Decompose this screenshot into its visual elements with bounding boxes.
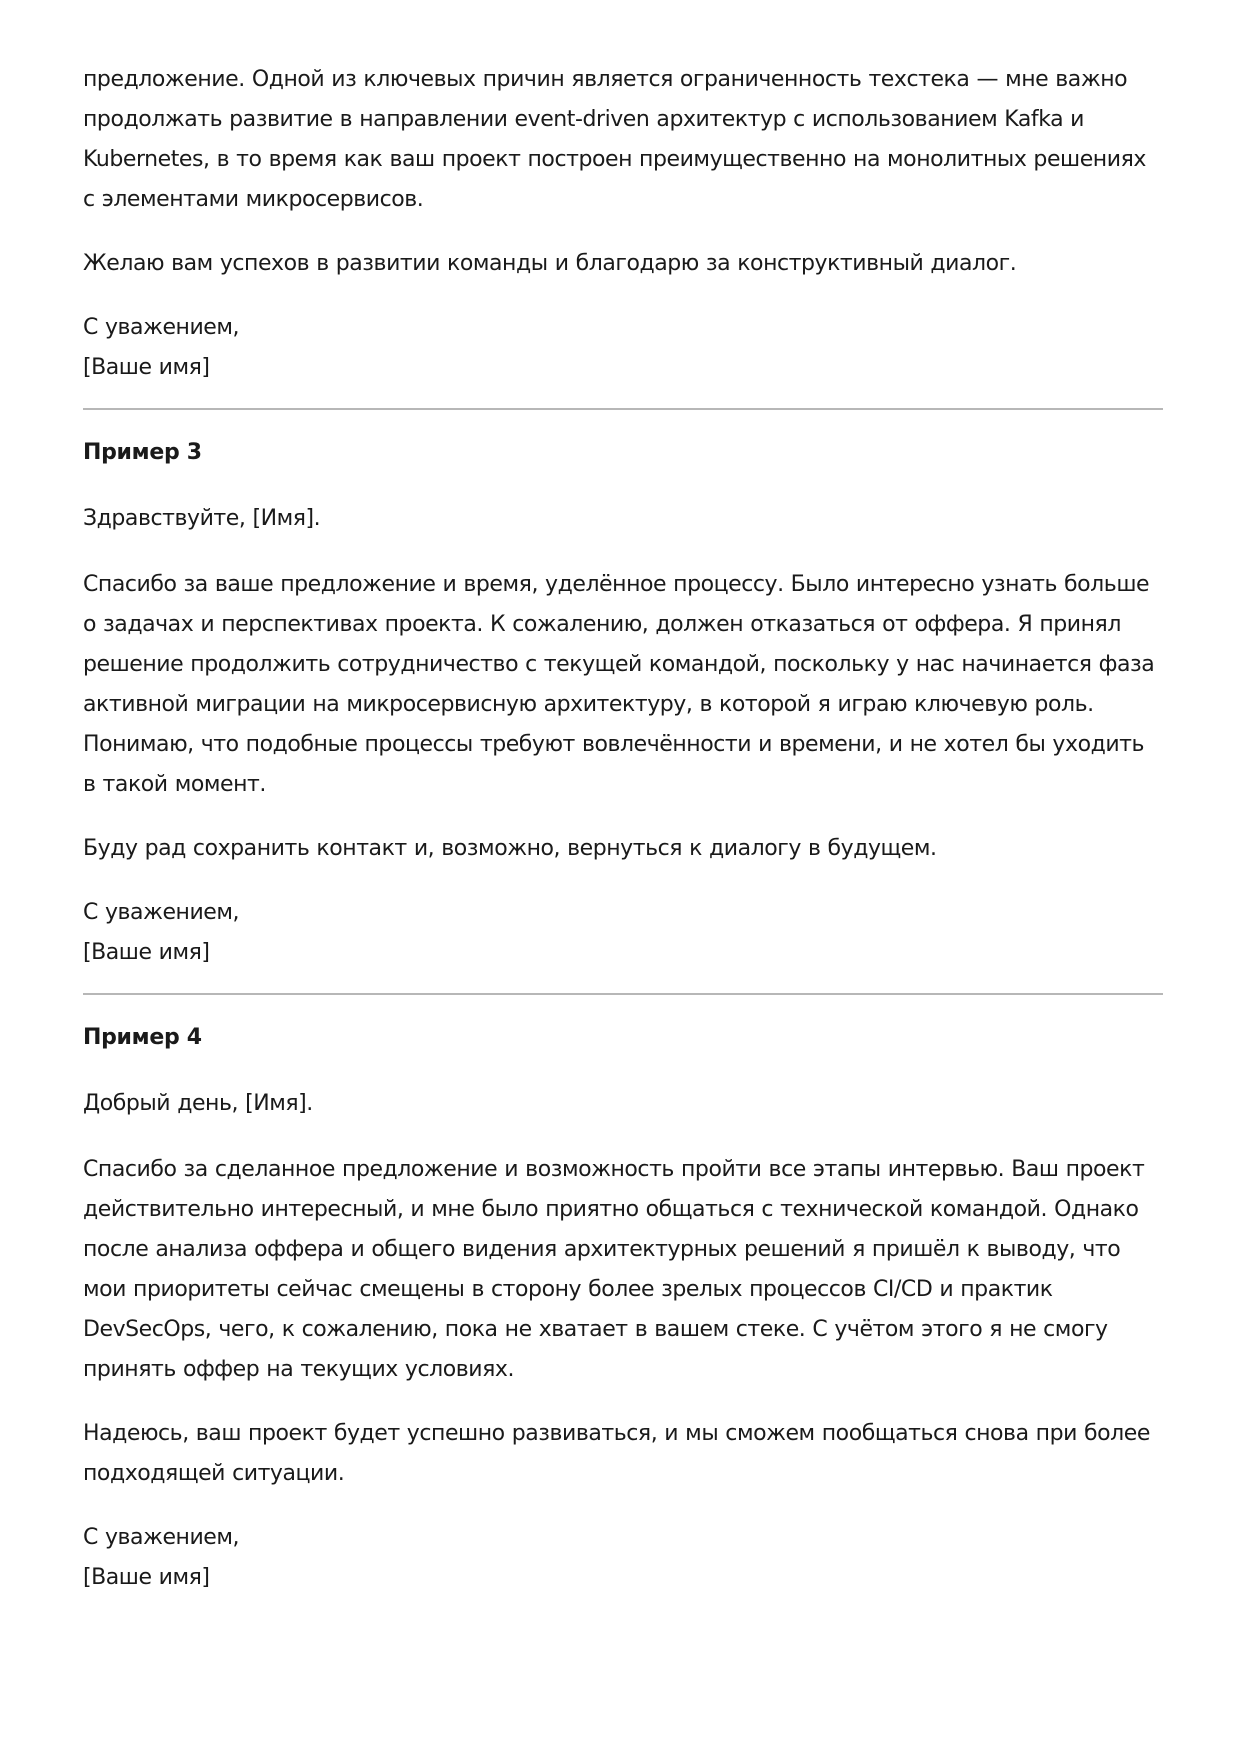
previous-letter-wish: Желаю вам успехов в развитии команды и благодарю за конструктивный диалог. (83, 251, 1017, 276)
example-3-greeting: Здравствуйте, [Имя]. (83, 506, 321, 531)
example-4-signature: [Ваше имя] (83, 1565, 210, 1590)
previous-letter-closing: С уважением, (83, 315, 240, 340)
example-4-closing: С уважением, (83, 1525, 240, 1550)
example-3-signature: [Ваше имя] (83, 940, 210, 965)
example-3-outro: Буду рад сохранить контакт и, возможно, вернуться к диалогу в будущем. (83, 836, 937, 861)
example-4-greeting: Добрый день, [Имя]. (83, 1091, 313, 1116)
example-4-outro: Надеюсь, ваш проект будет успешно развиваться, и мы сможем пообщаться снова при более подходящей ситуации. (83, 1421, 1150, 1486)
example-3-title: Пример 3 (83, 440, 202, 465)
example-4-body: Спасибо за сделанное предложение и возможность пройти все этапы интервью. Ваш проект действительно интересный, и мне было приятно общаться с технической командой. Однако после анализа оффера и общего видения архитектурных решений я пришёл к выводу, что мои приоритеты сейчас смещены в сторону более зрелых процессов CI/CD и практик DevSecOps, чего, к сожалению, пока не хватает в вашем стеке. С учётом этого я не смогу принять оффер на текущих условиях. (83, 1157, 1145, 1382)
previous-letter-body: предложение. Одной из ключевых причин является ограниченность техстека — мне важно продолжать развитие в направлении event-driven архитектур с использованием Kafka и Kubernetes, в то время как ваш проект построен преимущественно на монолитных решениях с элементами микросервисов. (83, 67, 1146, 212)
example-4-title: Пример 4 (83, 1025, 202, 1050)
previous-letter-signature: [Ваше имя] (83, 355, 210, 380)
example-3-body: Спасибо за ваше предложение и время, уделённое процессу. Было интересно узнать больше о задачах и перспективах проекта. К сожалению, должен отказаться от оффера. Я принял решение продолжить сотрудничество с текущей командой, поскольку у нас начинается фаза активной миграции на микросервисную архитектуру, в которой я играю ключевую роль. Понимаю, что подобные процессы требуют вовлечённости и времени, и не хотел бы уходить в такой момент. (83, 572, 1155, 797)
document-page (83, 60, 1163, 1598)
example-3-closing: С уважением, (83, 900, 240, 925)
